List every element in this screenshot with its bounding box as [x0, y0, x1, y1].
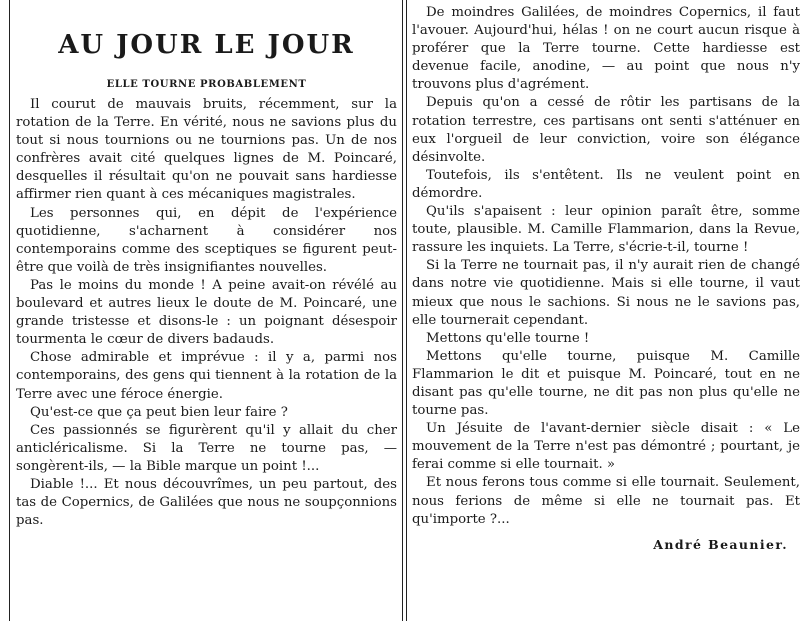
- paragraph: Pas le moins du monde ! A peine avait-on révélé au boulevard et autres lieux le doute de M. Poincaré, une grande tristesse et disons-le : un poignant désespoir tourmenta le cœur de divers badauds.: [16, 277, 397, 348]
- paragraph: Chose admirable et imprévue : il y a, parmi nos contemporains, des gens qui tiennent à la rotation de la Terre avec une féroce énergie.: [16, 350, 397, 402]
- paragraph: Mettons qu'elle tourne, puisque M. Camille Flammarion le dit et puisque M. Poincaré, tout en ne disant pas qu'elle tourne, ne dit pas non plus qu'elle ne tourne pas.: [412, 348, 800, 419]
- paragraph: Il courut de mauvais bruits, récemment, sur la rotation de la Terre. En vérité, nous ne savions plus du tout si nous tournions ou ne tournions pas. Un de nos confrères avait cité quelques lignes de M. Poincaré, desquelles il résultait qu'on ne pouvait sans hardiesse affirmer rien quant à ces mécaniques magistrales.: [16, 97, 397, 203]
- right-column: [412, 0, 800, 553]
- paragraph: Si la Terre ne tournait pas, il n'y aurait rien de changé dans notre vie quotidienne. Mais si elle tourne, il vaut mieux que nous le sachions. Si nous ne le savions pas, elle tournerait cependant.: [412, 258, 800, 328]
- paragraph: Mettons qu'elle tourne !: [426, 330, 590, 346]
- author-signature: André Beaunier.: [653, 536, 788, 552]
- article-subtitle: ELLE TOURNE PROBABLEMENT: [106, 79, 307, 90]
- paragraph: Diable !... Et nous découvrîmes, un peu partout, des tas de Copernics, de Galilées que nous ne soupçonnions pas.: [16, 476, 397, 529]
- paragraph: Toutefois, ils s'entêtent. Ils ne veulent point en démordre.: [412, 167, 800, 201]
- article-title: AU JOUR LE JOUR: [58, 30, 355, 60]
- paragraph: Qu'ils s'apaisent : leur opinion paraît être, somme toute, plausible. M. Camille Flammarion, dans la Revue, rassure les inquiets. La Terre, s'écrie-t-il, tourne !: [412, 204, 800, 256]
- center-column-rule: [402, 0, 403, 621]
- center-column-rule-inner: [406, 0, 407, 621]
- paragraph: Et nous ferons tous comme si elle tournait. Seulement, nous ferions de même si elle ne tournait pas. Et qu'importe ?...: [412, 475, 800, 527]
- paragraph: Un Jésuite de l'avant-dernier siècle disait : « Le mouvement de la Terre n'est pas démontré ; pourtant, je ferai comme si elle tournait. »: [412, 421, 800, 473]
- left-column-rule: [9, 0, 10, 621]
- paragraph: Depuis qu'on a cessé de rôtir les partisans de la rotation terrestre, ces partisans ont senti s'atténuer en eux l'orgueil de leur conviction, voire son élégance désinvolte.: [412, 95, 800, 165]
- paragraph: Les personnes qui, en dépit de l'expérience quotidienne, s'acharnent à considérer nos contemporains comme des sceptiques se figurent peut-être que voilà de très insignifiantes nouvelles.: [16, 205, 397, 275]
- left-column: [16, 0, 397, 530]
- paragraph: Ces passionnés se figurèrent qu'il y allait du cher anticléricalisme. Si la Terre ne tourne pas, — songèrent-ils, — la Bible marque un point !...: [16, 422, 397, 474]
- paragraph: De moindres Galilées, de moindres Copernics, il faut l'avouer. Aujourd'hui, hélas ! on ne court aucun risque à proférer que la Terre tourne. Cette hardiesse est devenue facile, anodine, — au point que nous n'y trouvons plus d'agrément.: [412, 5, 800, 93]
- paragraph: Qu'est-ce que ça peut bien leur faire ?: [30, 404, 288, 420]
